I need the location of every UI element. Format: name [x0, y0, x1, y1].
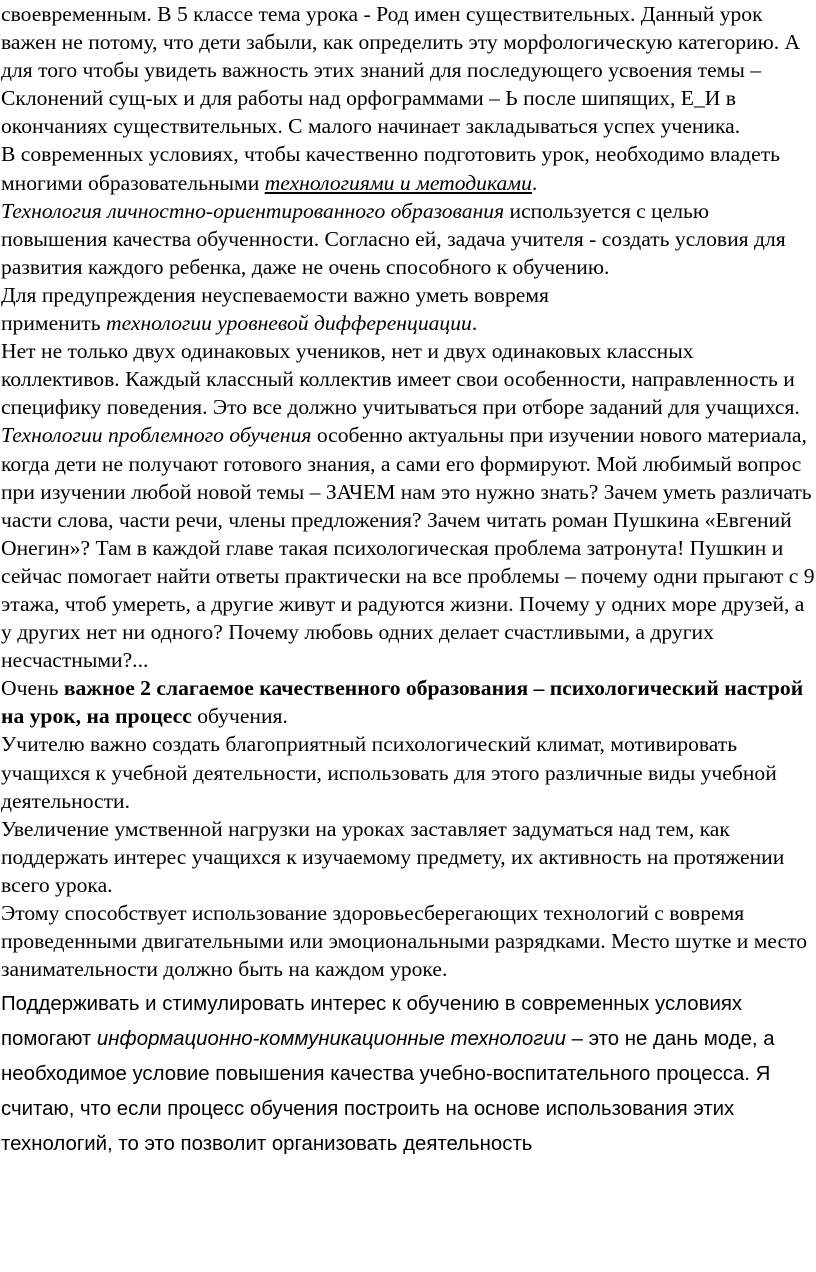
- bold-psychological-mood: важное 2 слагаемое качественного образования – психологический настрой на урок, на процесс: [1, 676, 804, 729]
- paragraph-text: Очень: [1, 676, 64, 701]
- paragraph-text: .: [471, 311, 478, 336]
- paragraph-4: [1, 281, 815, 337]
- paragraph-text: используется с целью повышения качества обученности. Согласно ей, задача учителя - создать условия для развития каждого ребенка, даже не очень способного к обучению.: [1, 198, 786, 279]
- paragraph-1: [1, 0, 815, 140]
- paragraph-text: – это не дань моде, а необходимое условие повышения качества учебно-воспитательного процесса. Я считаю, что если процесс обучения построить на основе использования этих технологий, то это позволит организовать деятельность: [1, 1028, 775, 1156]
- paragraph-text: Учителю важно создать благоприятный психологический климат, мотивировать учащихся к учебной деятельности, использовать для этого различные виды учебной деятельности.: [1, 732, 777, 813]
- emphasis-technologies-methods: технологиями и методиками: [264, 170, 532, 195]
- paragraph-text: Этому способствует использование здоровьесберегающих технологий с вовремя проведенными двигательными или эмоциональными разрядками. Место шутке и место занимательности должно быть на каждом уроке.: [1, 901, 808, 982]
- paragraph-text: своевременным. В 5 классе тема урока - Род имен существительных. Данный урок важен не потому, что дети забыли, как определить эту морфологическую категорию. А для того чтобы увидеть важность этих знаний для последующего усвоения темы – Склонений сущ-ых и для работы над орфограммами – Ь после шипящих, Е_И в окончаниях существительных. С малого начинает закладываться успех ученика.: [1, 2, 801, 139]
- paragraph-9: [1, 815, 815, 899]
- paragraph-8: [1, 730, 815, 814]
- emphasis-ict-technologies: информационно-коммуникационные технологии: [96, 1028, 566, 1051]
- paragraph-text: применить: [1, 311, 106, 336]
- paragraph-2: [1, 140, 815, 196]
- document-page: [1, 0, 815, 1162]
- emphasis-person-oriented-technology: Технология личностно-ориентированного образования: [1, 198, 505, 223]
- emphasis-level-differentiation: технологии уровневой дифференциации: [105, 311, 472, 336]
- paragraph-text: Для предупреждения неуспеваемости важно уметь вовремя: [1, 282, 549, 307]
- paragraph-11: [1, 987, 815, 1162]
- paragraph-text: Поддерживать и стимулировать интерес к обучению в современных условиях помогают: [1, 993, 743, 1051]
- paragraph-text: особенно актуальны при изучении нового материала, когда дети не получают готового знания, а сами его формируют. Мой любимый вопрос при изучении любой новой темы – ЗАЧЕМ нам это нужно знать? Зачем уметь различать части слова, части речи, члены предложения? Зачем читать роман Пушкина «Евгений Онегин»? Там в каждой главе такая психологическая проблема затронута! Пушкин и сейчас помогает найти ответы практически на все проблемы – почему одни прыгают с 9 этажа, чтоб умереть, а другие живут и радуются жизни. Почему у одних море друзей, а у других нет ни одного? Почему любовь одних делает счастливыми, а других несчастными?...: [1, 423, 815, 673]
- paragraph-text: .: [531, 170, 538, 195]
- paragraph-10: [1, 899, 815, 983]
- paragraph-6: [1, 421, 815, 674]
- paragraph-7: [1, 674, 815, 730]
- paragraph-5: [1, 337, 815, 421]
- paragraph-text: Увеличение умственной нагрузки на уроках заставляет задуматься над тем, как поддержать интерес учащихся к изучаемому предмету, их активность на протяжении всего урока.: [1, 816, 785, 897]
- emphasis-problem-learning: Технологии проблемного обучения: [1, 423, 312, 448]
- paragraph-3: [1, 197, 815, 281]
- paragraph-text: обучения.: [191, 704, 288, 729]
- paragraph-text: В современных условиях, чтобы качественно подготовить урок, необходимо владеть многими образовательными: [1, 142, 780, 195]
- paragraph-text: Нет не только двух одинаковых учеников, нет и двух одинаковых классных коллективов. Каждый классный коллектив имеет свои особенности, направленность и специфику поведения. Это все должно учитываться при отборе заданий для учащихся.: [1, 339, 800, 420]
